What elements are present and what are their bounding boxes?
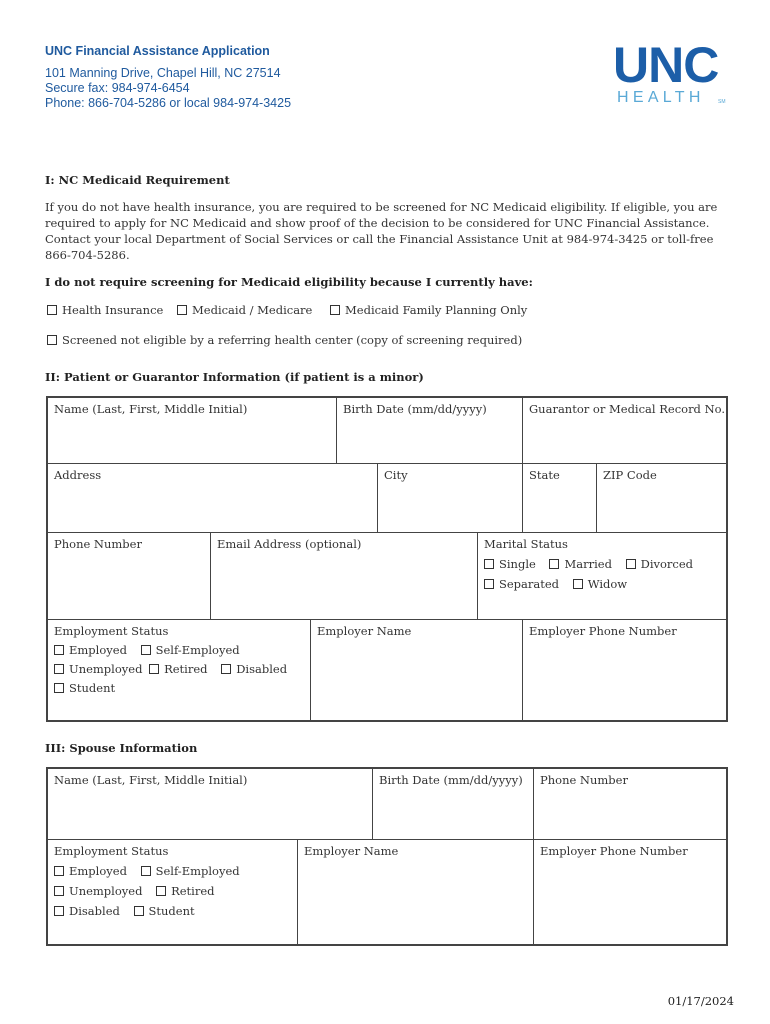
header-phone: Phone: 866-704-5286 or local 984-974-3425 [45,96,292,110]
header-title: UNC Financial Assistance Application [45,44,270,58]
checkbox-icon[interactable] [54,683,64,693]
field-label: Marital Status [484,537,568,551]
checkbox-icon[interactable] [573,579,583,589]
unc-health-logo [613,38,721,88]
checkbox-icon[interactable] [149,664,159,674]
field-label: Phone Number [540,773,628,787]
checkbox-unemployed[interactable]: Unemployed [54,662,142,676]
checkbox-icon[interactable] [177,305,187,315]
checkbox-icon[interactable] [484,559,494,569]
checkbox-icon[interactable] [134,906,144,916]
checkbox-spouse-disabled[interactable]: Disabled [54,904,120,918]
address-field[interactable] [47,463,378,533]
field-label: Birth Date (mm/dd/yyyy) [379,773,523,787]
checkbox-widow[interactable]: Widow [573,577,627,591]
checkbox-icon[interactable] [549,559,559,569]
checkbox-separated[interactable]: Separated [484,577,559,591]
logo-service-mark: SM [718,99,726,105]
field-label: Employer Phone Number [529,624,677,638]
field-label: Email Address (optional) [217,537,362,551]
employment-status-group [47,619,311,721]
checkbox-icon[interactable] [330,305,340,315]
field-label: Birth Date (mm/dd/yyyy) [343,402,487,416]
field-label: Employment Status [54,844,169,858]
field-label: Address [54,468,102,482]
phone-number-field[interactable] [47,532,211,620]
checkbox-single[interactable]: Single [484,557,536,571]
spouse-employer-phone-field[interactable] [533,839,727,945]
field-label: Name (Last, First, Middle Initial) [54,773,248,787]
logo-health-text: HEALTH [617,89,705,106]
field-label: Employer Name [304,844,399,858]
field-label: City [384,468,408,482]
field-label: Employment Status [54,624,169,638]
checkbox-icon[interactable] [54,664,64,674]
checkbox-icon[interactable] [484,579,494,589]
checkbox-spouse-retired[interactable]: Retired [156,884,214,898]
checkbox-icon[interactable] [141,866,151,876]
logo-unc-text: UNC [613,38,719,88]
field-label: Employer Phone Number [540,844,688,858]
checkbox-icon[interactable] [156,886,166,896]
checkbox-icon[interactable] [221,664,231,674]
checkbox-icon[interactable] [54,866,64,876]
footer-date: 01/17/2024 [667,994,734,1008]
zip-code-field[interactable] [596,463,727,533]
field-label: ZIP Code [603,468,657,482]
checkbox-employed[interactable]: Employed [54,643,127,657]
checkbox-divorced[interactable]: Divorced [626,557,693,571]
checkbox-icon[interactable] [47,335,57,345]
field-label: Name (Last, First, Middle Initial) [54,402,248,416]
field-label: Guarantor or Medical Record No. [529,402,726,416]
spouse-phone-field[interactable] [533,768,727,840]
header-address: 101 Manning Drive, Chapel Hill, NC 27514 [45,66,281,80]
checkbox-screened-not-eligible[interactable]: Screened not eligible by a referring health center (copy of screening required) [47,333,522,347]
checkbox-icon[interactable] [141,645,151,655]
section1-heading: I: NC Medicaid Requirement [45,173,230,187]
city-field[interactable] [377,463,523,533]
checkbox-student[interactable]: Student [54,681,115,695]
checkbox-health-insurance[interactable]: Health Insurance [47,303,163,317]
checkbox-icon[interactable] [626,559,636,569]
checkbox-married[interactable]: Married [549,557,611,571]
spouse-birth-date-field[interactable] [372,768,534,840]
checkbox-icon[interactable] [54,906,64,916]
checkbox-icon[interactable] [54,645,64,655]
marital-status-group [477,532,727,620]
section1-subheading: I do not require screening for Medicaid eligibility because I currently have: [45,275,533,289]
checkbox-spouse-employed[interactable]: Employed [54,864,127,878]
checkbox-icon[interactable] [47,305,57,315]
state-field[interactable] [522,463,597,533]
section1-paragraph: If you do not have health insurance, you are required to be screened for NC Medicaid eligibility. If eligible, you are required to apply for NC Medicaid and show proof of the decision to be considered for UNC Financial Assistance. Contact your local Department of Social Services or call the Financial Assistance Unit at 984-974-3425 or toll-free 866-704-5286. [45,200,718,262]
checkbox-spouse-self-employed[interactable]: Self-Employed [141,864,240,878]
checkbox-self-employed[interactable]: Self-Employed [141,643,240,657]
checkbox-family-planning[interactable]: Medicaid Family Planning Only [330,303,527,317]
checkbox-spouse-unemployed[interactable]: Unemployed [54,884,142,898]
checkbox-medicaid-medicare[interactable]: Medicaid / Medicare [177,303,312,317]
field-label: Phone Number [54,537,142,551]
section2-heading: II: Patient or Guarantor Information (if patient is a minor) [45,370,424,384]
field-label: Employer Name [317,624,412,638]
checkbox-disabled[interactable]: Disabled [221,662,287,676]
email-address-field[interactable] [210,532,478,620]
patient-birth-date-field[interactable] [336,397,523,464]
employer-phone-field[interactable] [522,619,727,721]
checkbox-retired[interactable]: Retired [149,662,207,676]
employer-name-field[interactable] [310,619,523,721]
checkbox-spouse-student[interactable]: Student [134,904,195,918]
spouse-employer-name-field[interactable] [297,839,534,945]
checkbox-icon[interactable] [54,886,64,896]
spouse-employment-status-group [47,839,298,945]
guarantor-record-field[interactable] [522,397,727,464]
spouse-name-field[interactable] [47,768,373,840]
header-fax: Secure fax: 984-974-6454 [45,81,190,95]
section3-heading: III: Spouse Information [45,741,198,755]
patient-name-field[interactable] [47,397,337,464]
field-label: State [529,468,560,482]
